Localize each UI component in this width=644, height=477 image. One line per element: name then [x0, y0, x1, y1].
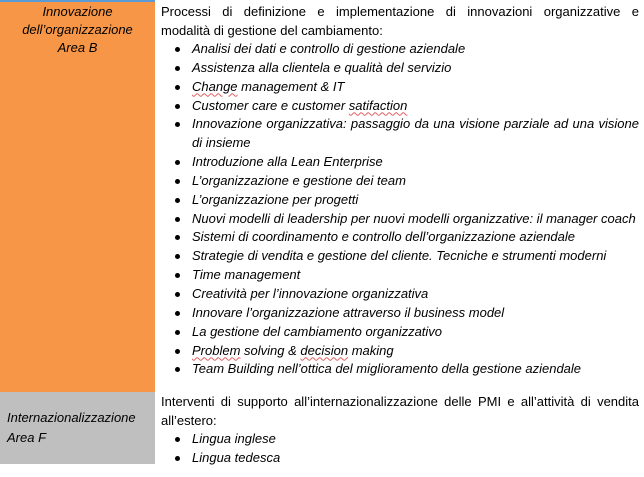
area-b-label-line2: dell’organizzazione — [22, 22, 133, 37]
area-f-label-line2: Area F — [7, 430, 47, 445]
area-b-intro-line1: Processi di definizione e implementazione di innovazioni organizzative e — [161, 4, 639, 19]
area-f-course-list — [161, 430, 639, 468]
list-item: L’organizzazione per progetti — [161, 191, 639, 210]
table-row-area-f — [0, 392, 644, 464]
list-item: Strategie di vendita e gestione del cliente. Tecniche e strumenti moderni — [161, 247, 639, 266]
list-item: Customer care e customer satifaction — [161, 97, 639, 116]
list-item: Introduzione alla Lean Enterprise — [161, 153, 639, 172]
area-f-label-line1: Internazionalizzazione — [7, 410, 136, 425]
area-f-intro-line2: all’estero: — [161, 413, 217, 428]
list-item: Assistenza alla clientela e qualità del servizio — [161, 59, 639, 78]
list-item: Team Building nell’ottica del miglioramento della gestione aziendale — [161, 360, 639, 379]
area-b-intro-line2: modalità di gestione del cambiamento: — [161, 23, 383, 38]
list-item: Creatività per l’innovazione organizzativa — [161, 285, 639, 304]
list-item: Time management — [161, 266, 639, 285]
list-item: Innovare l’organizzazione attraverso il business model — [161, 304, 639, 323]
area-b-label-line1: Innovazione — [42, 4, 113, 19]
list-item: Lingua inglese — [161, 430, 639, 449]
area-f-content-cell — [161, 392, 639, 464]
list-item: Sistemi di coordinamento e controllo dell’organizzazione aziendale — [161, 228, 639, 247]
list-item: Problem solving & decision making — [161, 342, 639, 361]
list-item: L’organizzazione e gestione dei team — [161, 172, 639, 191]
table-row-area-b — [0, 2, 644, 392]
area-b-content-cell — [161, 2, 639, 392]
area-b-course-list — [161, 40, 639, 379]
list-item: La gestione del cambiamento organizzativo — [161, 323, 639, 342]
area-f-intro-line1: Interventi di supporto all’internazionalizzazione delle PMI e all’attività di vendita — [161, 394, 639, 409]
list-item: Nuovi modelli di leadership per nuovi modelli organizzative: il manager coach — [161, 210, 639, 229]
area-b-label-line3: Area B — [57, 40, 98, 55]
list-item: Analisi dei dati e controllo di gestione aziendale — [161, 40, 639, 59]
list-item: Lingua tedesca — [161, 449, 639, 468]
area-b-label-cell — [0, 2, 155, 392]
list-item: Change management & IT — [161, 78, 639, 97]
area-f-label-cell — [0, 392, 155, 464]
list-item: Innovazione organizzativa: passaggio da una visione parziale ad una visione di insieme — [161, 115, 639, 153]
